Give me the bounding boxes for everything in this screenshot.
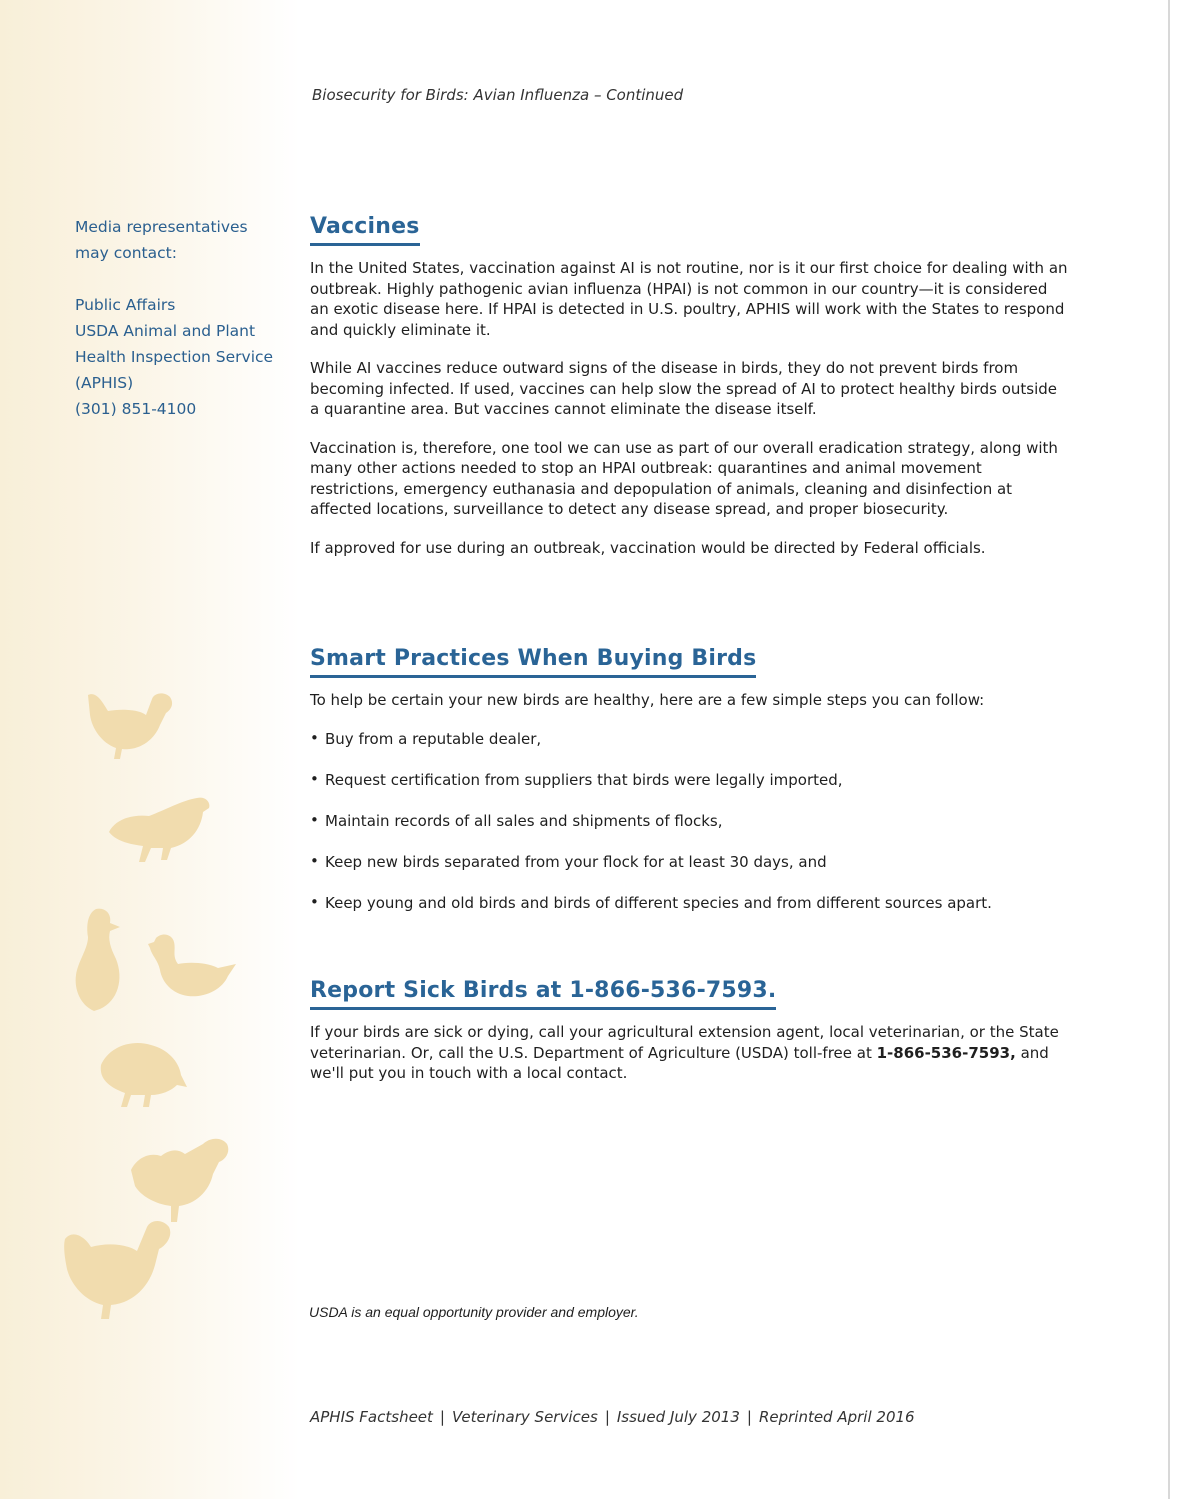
media-contact-intro-line: may contact:	[75, 244, 177, 262]
contact-agency-line: Health Inspection Service	[75, 348, 274, 366]
report-text: If your birds are sick or dying, call your agricultural extension agent, local veterinarian, or the State veterinarian. Or, call the U.S. Department of Agriculture (USDA) toll-free at	[310, 1023, 1059, 1062]
vaccines-paragraph: In the United States, vaccination against AI is not routine, nor is it our first choice for dealing with an outbreak. Highly pathogenic avian influenza (HPAI) is not common in our country—it is considered an exotic disease here. If HPAI is detected in U.S. poultry, APHIS will work with the States to respond and quickly eliminate it.	[310, 259, 1068, 339]
report-heading: Report Sick Birds at 1-866-536-7593.	[310, 978, 776, 1010]
duckling-silhouette-icon	[148, 930, 238, 1002]
media-contact-intro	[75, 214, 295, 266]
chicken-silhouette-icon	[55, 1215, 175, 1325]
report-section	[310, 978, 1070, 1102]
list-item: • Keep new birds separated from your flock for at least 30 days, and	[310, 852, 1070, 872]
buying-birds-intro: To help be certain your new birds are healthy, here are a few simple steps you can follow:	[310, 691, 985, 709]
footer-item: APHIS Factsheet	[310, 1408, 433, 1426]
hen-silhouette-icon	[105, 790, 215, 870]
vaccines-heading: Vaccines	[310, 214, 420, 246]
duck-silhouette-icon	[70, 905, 130, 1015]
footer	[310, 1408, 915, 1426]
report-phone: 1-866-536-7593,	[876, 1043, 1016, 1062]
footer-item: Issued July 2013	[616, 1408, 740, 1426]
media-contact-intro-line: Media representatives	[75, 218, 248, 236]
footer-separator: |	[746, 1408, 752, 1426]
list-item: • Request certification from suppliers that birds were legally imported,	[310, 770, 1070, 790]
footer-item: Veterinary Services	[451, 1408, 598, 1426]
contact-agency-acronym: (APHIS)	[75, 374, 134, 392]
running-head: Biosecurity for Birds: Avian Influenza – Continued	[312, 86, 684, 104]
list-item: • Maintain records of all sales and shipments of flocks,	[310, 811, 1070, 831]
turkey-silhouette-icon	[95, 1035, 190, 1110]
list-item: • Buy from a reputable dealer,	[310, 729, 1070, 749]
contact-office: Public Affairs	[75, 296, 176, 314]
list-item: • Keep young and old birds and birds of different species and from different sources apart.	[310, 893, 1070, 913]
vaccines-paragraph: If approved for use during an outbreak, vaccination would be directed by Federal officials.	[310, 538, 986, 557]
contact-phone: (301) 851-4100	[75, 400, 197, 418]
buying-birds-section	[310, 646, 1070, 934]
buying-birds-heading: Smart Practices When Buying Birds	[310, 646, 756, 678]
media-contact	[75, 214, 295, 422]
footer-separator: |	[604, 1408, 610, 1426]
contact-agency-line: USDA Animal and Plant	[75, 322, 256, 340]
vaccines-paragraph: Vaccination is, therefore, one tool we can use as part of our overall eradication strategy, along with many other actions needed to stop an HPAI outbreak: quarantines and animal movement restrictions, emergency euthanasia and depopulation of animals, cleaning and disinfection at affected locations, surveillance to detect any disease spread, and proper biosecurity.	[310, 438, 1058, 518]
buying-birds-list	[310, 729, 1070, 913]
page-edge	[1168, 0, 1170, 1499]
footer-separator: |	[439, 1408, 445, 1426]
footer-item: Reprinted April 2016	[758, 1408, 915, 1426]
chicken-silhouette-icon	[80, 685, 180, 765]
report-text: and we'll put you in touch with a local contact.	[310, 1043, 1049, 1082]
equal-opportunity-statement: USDA is an equal opportunity provider and employer.	[309, 1304, 639, 1320]
vaccines-paragraph: While AI vaccines reduce outward signs of the disease in birds, they do not prevent birds from becoming infected. If used, vaccines can help slow the spread of AI to protect healthy birds outside a quarantine area. But vaccines cannot eliminate the disease itself.	[310, 359, 1058, 418]
vaccines-section	[310, 214, 1070, 576]
report-paragraph	[310, 1022, 1070, 1084]
